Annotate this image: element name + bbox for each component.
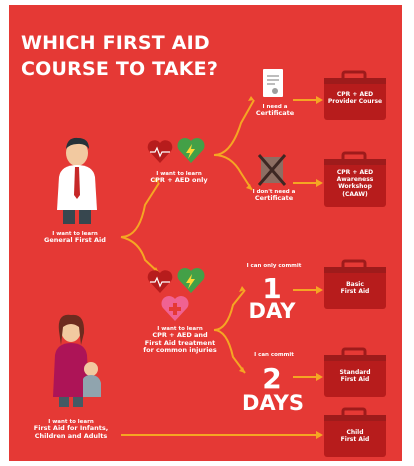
title-line-2: COURSE TO TAKE? bbox=[21, 57, 219, 80]
branch-firstaid-line1: I want to learn bbox=[157, 326, 203, 332]
course-child-label bbox=[324, 429, 386, 443]
cert-no-need-line2: Certificate bbox=[254, 194, 294, 203]
course-awareness-line2: Awareness bbox=[336, 176, 374, 184]
course-standard-line2: First Aid bbox=[340, 376, 370, 384]
cert-need-line2: Certificate bbox=[255, 109, 295, 118]
commit-one-number: 1 bbox=[262, 272, 282, 305]
course-standard-label bbox=[324, 369, 386, 383]
arrowhead bbox=[316, 373, 323, 381]
cert-no-need-line1: I don't need a bbox=[252, 189, 296, 195]
page-title bbox=[21, 31, 281, 82]
flowchart-poster bbox=[9, 5, 402, 461]
persona-infants-label bbox=[21, 419, 121, 440]
cert-need-label bbox=[247, 104, 303, 118]
course-basic-line1: Basic bbox=[346, 281, 364, 288]
heart-icon bbox=[148, 140, 173, 163]
arrow-cpr-to-nocert bbox=[214, 155, 252, 190]
man-icon bbox=[57, 138, 97, 224]
course-awareness-line3: Workshop bbox=[338, 183, 372, 191]
persona-infants-line3: Children and Adults bbox=[34, 431, 108, 440]
arrow-firstaid-to-1day bbox=[214, 290, 245, 330]
persona-infants-line1: I want to learn bbox=[48, 419, 94, 425]
persona-general-line1: I want to learn bbox=[52, 231, 98, 237]
course-provider-line1: CPR + AED bbox=[336, 91, 374, 98]
persona-general-label bbox=[29, 231, 121, 245]
arrow-general-to-cpr-firstaid bbox=[121, 237, 159, 273]
arrowhead bbox=[316, 286, 323, 294]
course-standard-line1: Standard bbox=[339, 369, 371, 376]
course-provider-line2: Provider Course bbox=[327, 98, 383, 106]
commit-two-number: 2 bbox=[262, 362, 282, 395]
commit-two-label: I can commit bbox=[254, 352, 294, 358]
course-child-line2: First Aid bbox=[340, 436, 370, 444]
aed-heart-icon bbox=[178, 138, 205, 163]
branch-cpr-firstaid-label bbox=[141, 326, 219, 355]
heart-icon bbox=[148, 270, 173, 293]
commit-one-label: I can only commit bbox=[246, 263, 302, 269]
arrowhead bbox=[316, 179, 323, 187]
arrowhead bbox=[316, 431, 323, 439]
commit-one-unit: DAY bbox=[248, 299, 296, 323]
course-awareness-label bbox=[324, 169, 386, 198]
course-basic-line2: First Aid bbox=[340, 288, 370, 296]
course-awareness-line4: (CAAW) bbox=[342, 190, 368, 198]
course-child-line1: Child bbox=[346, 429, 364, 436]
course-provider-label bbox=[324, 91, 386, 105]
branch-firstaid-line2: CPR + AED and bbox=[152, 331, 208, 340]
branch-firstaid-line4: for common injuries bbox=[143, 346, 217, 355]
title-line-1: WHICH FIRST AID bbox=[21, 32, 210, 54]
branch-cpr-only-line2: CPR + AED only bbox=[150, 176, 208, 185]
arrow-general-split bbox=[121, 183, 159, 237]
course-basic-label bbox=[324, 281, 386, 295]
cert-no-need-label bbox=[243, 189, 305, 203]
no-certificate-icon bbox=[259, 155, 285, 185]
arrowhead bbox=[316, 96, 323, 104]
commit-two-unit: DAYS bbox=[241, 391, 304, 415]
woman-with-child-icon bbox=[53, 315, 101, 407]
branch-firstaid-line3: First Aid treatment bbox=[144, 338, 216, 347]
persona-infants-line2: First Aid for Infants, bbox=[33, 424, 109, 433]
first-aid-heart-icon bbox=[162, 296, 189, 321]
branch-cpr-only-label bbox=[144, 171, 214, 185]
persona-general-line2: General First Aid bbox=[44, 236, 106, 245]
aed-heart-icon bbox=[178, 268, 205, 293]
cert-need-line1: I need a bbox=[262, 104, 288, 110]
course-awareness-line1: CPR + AED bbox=[336, 169, 374, 176]
branch-cpr-only-line1: I want to learn bbox=[156, 171, 202, 177]
